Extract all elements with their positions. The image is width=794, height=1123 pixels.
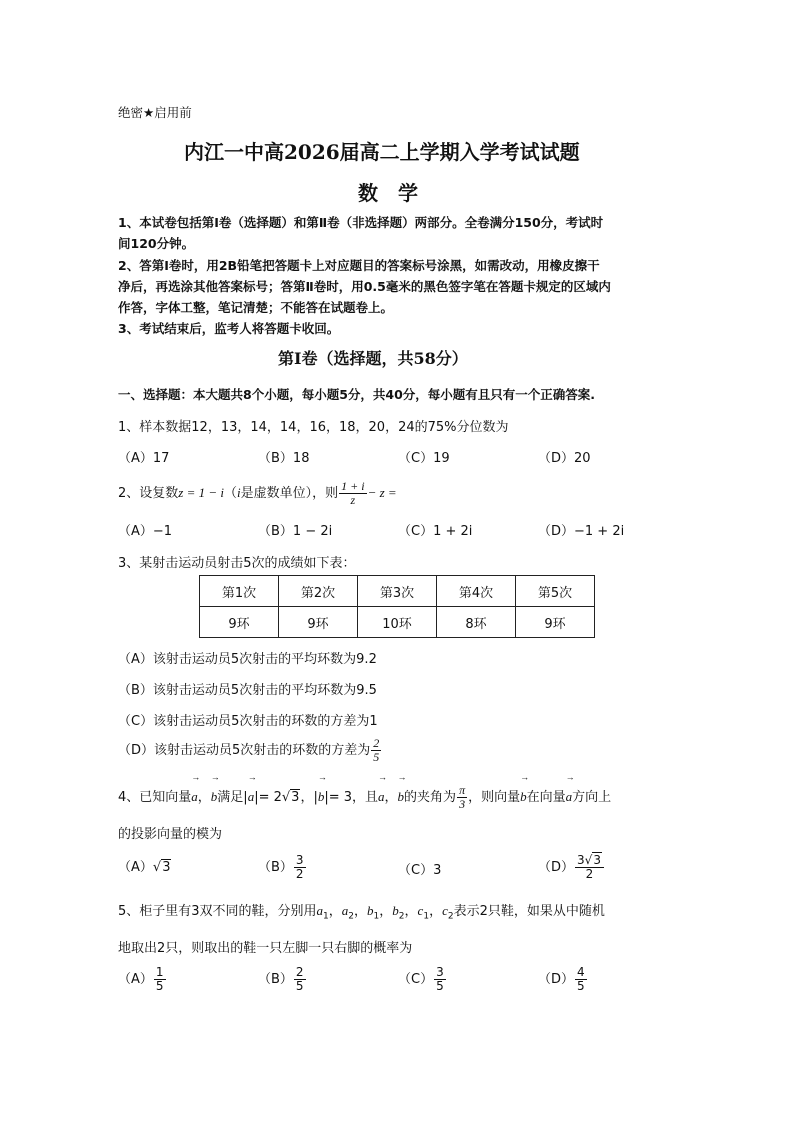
q2-option-c: （C）1 + 2i <box>398 524 473 539</box>
fraction-den: 2 <box>295 867 304 881</box>
vector-a: a → <box>191 772 201 804</box>
question-4-stem: 4、已知向量a → ，b → 满足|a → |= 2√3，|b → |= 3，且a → ，b → 的夹角为 $\frac{\pi}{3}$ ，则向量b → 在向量a → 方向上 <box>118 772 612 811</box>
q5-text: ， <box>328 904 342 919</box>
q2-option-a: （A）−1 <box>118 524 173 539</box>
vector-arrow-icon: → <box>247 772 257 782</box>
q3-option-b: （B）该射击运动员5次射击的平均环数为9.5 <box>118 683 377 698</box>
vector-a: a → <box>378 772 388 804</box>
fraction-den: 3 <box>459 797 466 811</box>
fraction-den: 5 <box>373 750 380 764</box>
table-cell: 9环 <box>200 607 279 638</box>
subject-title: 数 学 <box>358 181 418 205</box>
fraction-den: 5 <box>295 979 304 993</box>
instruction-line: 间120分钟。 <box>118 236 195 251</box>
part-one-heading: 一、选择题：本大题共8个小题，每小题5分，共40分，每小题有且只有一个正确答案. <box>118 387 596 402</box>
secret-label: 绝密★启用前 <box>118 105 192 120</box>
q4-text: 满足| <box>217 790 248 805</box>
shoe-index: 1 <box>423 911 430 922</box>
question-1-stem: 1、样本数据12，13，14，14，16，18，20，24的75%分位数为 <box>118 420 509 435</box>
q2-fraction-num: 1 + i <box>341 479 365 493</box>
shoe-symbol: c <box>442 903 448 918</box>
q4-text: 在向量 <box>526 790 566 805</box>
fraction-num: 3 <box>436 965 444 979</box>
q3-option-a: （A）该射击运动员5次射击的平均环数为9.2 <box>118 652 377 667</box>
q4-option-d <box>538 853 605 883</box>
vector-a: a → <box>247 772 257 804</box>
option-label: （B） <box>258 972 293 987</box>
table-header-cell: 第5次 <box>516 576 595 607</box>
q5-option-d <box>538 965 588 995</box>
option-label: （D） <box>538 972 575 987</box>
q4-text: ， <box>384 790 398 805</box>
q2-i-symbol: i <box>237 485 241 500</box>
scores-table <box>199 575 595 638</box>
instruction-line: 2、答第Ⅰ卷时，用2B铅笔把答题卡上对应题目的答案标号涂黑，如需改动，用橡皮擦干 <box>118 258 600 273</box>
fraction-num: π <box>459 783 466 797</box>
q4-text: 4、已知向量 <box>118 790 192 805</box>
instruction-line: 作答，字体工整，笔记清楚；不能答在试题卷上。 <box>118 300 394 315</box>
option-fraction <box>294 854 306 881</box>
q4-option-a: （A）√3 <box>118 860 171 875</box>
q2-fraction-den: z <box>350 493 356 507</box>
q4-option-c: （C）3 <box>398 863 442 878</box>
q5-option-b <box>258 965 307 995</box>
fraction-den: 5 <box>436 979 444 993</box>
vector-b: b → <box>317 772 327 804</box>
shoe-symbol: b <box>367 903 374 918</box>
fraction-den: 5 <box>155 979 164 993</box>
q2-text: − z = <box>367 485 397 500</box>
question-5-stem <box>118 900 605 922</box>
table-header-cell: 第3次 <box>358 576 437 607</box>
fraction-num: 2 <box>373 736 380 750</box>
q5-text: ， <box>429 904 443 919</box>
q5-text: 5、柜子里有3双不同的鞋，分别用 <box>118 904 317 919</box>
q2-text: 2、设复数 <box>118 486 179 501</box>
table-header-cell: 第2次 <box>279 576 358 607</box>
sqrt-value: 3 <box>593 853 601 867</box>
shoe-symbol: c <box>417 903 424 918</box>
instruction-line: 1、本试卷包括第Ⅰ卷（选择题）和第Ⅱ卷（非选择题）两部分。全卷满分150分，考试时 <box>118 215 604 230</box>
section-title: 第Ⅰ卷（选择题，共58分） <box>278 349 468 368</box>
table-header-cell: 第4次 <box>437 576 516 607</box>
q2-z-expr: z = 1 − i <box>178 485 224 500</box>
q4-text: |= 2 <box>254 790 282 805</box>
option-label: （A） <box>118 972 153 987</box>
fraction-den: 5 <box>577 979 585 993</box>
vector-arrow-icon: → <box>378 772 388 782</box>
sqrt-3: 3 <box>291 790 300 805</box>
q4-text: 的夹角为 <box>404 790 457 805</box>
option-label: （D） <box>538 860 575 875</box>
q3-option-d-fraction <box>371 737 381 764</box>
q2-text: 是虚数单位），则 <box>240 486 339 501</box>
shoe-index: 2 <box>398 911 405 922</box>
q5-option-a <box>118 965 167 995</box>
instruction-line: 3、考试结束后，监考人将答题卡收回。 <box>118 321 340 336</box>
q3-option-d <box>118 736 382 766</box>
q2-option-b: （B）1 − 2i <box>258 524 333 539</box>
vector-arrow-icon: → <box>520 772 530 782</box>
q4-text: ， <box>197 790 211 805</box>
q5-text: ， <box>379 904 393 919</box>
q3-option-d-text: （D）该射击运动员5次射击的环数的方差为 <box>118 743 371 758</box>
q5-line-2: 地取出2只，则取出的鞋一只左脚一只右脚的概率为 <box>118 941 413 956</box>
instruction-line: 净后，再选涂其他答案标号；答第Ⅱ卷时，用0.5毫米的黑色签字笔在答题卡规定的区域内 <box>118 279 611 294</box>
option-label: （A） <box>118 860 153 875</box>
fraction-num: 1 <box>155 965 164 979</box>
vector-a: a → <box>565 772 575 804</box>
q5-text: ， <box>354 904 368 919</box>
q4-line-2: 的投影向量的模为 <box>118 827 223 842</box>
q2-fraction <box>339 480 366 507</box>
option-label: （B） <box>258 860 293 875</box>
table-cell: 10环 <box>358 607 437 638</box>
q4-text: ，| <box>300 790 318 805</box>
shoe-symbol: a <box>316 903 324 918</box>
q1-option-c: （C）19 <box>398 451 450 466</box>
q1-option-d: （D）20 <box>538 451 591 466</box>
vector-arrow-icon: → <box>317 772 327 782</box>
option-fraction <box>154 966 166 993</box>
table-header-row <box>200 576 595 607</box>
table-header-cell: 第1次 <box>200 576 279 607</box>
fraction-num: 4 <box>577 965 585 979</box>
vector-b: b → <box>397 772 407 804</box>
table-row <box>200 607 595 638</box>
shoe-index: 1 <box>323 911 329 922</box>
q1-option-b: （B）18 <box>258 451 310 466</box>
option-fraction <box>294 966 306 993</box>
vector-b: b → <box>520 772 530 804</box>
option-fraction <box>575 966 587 993</box>
fraction-num: 2 <box>295 965 304 979</box>
coef: 3 <box>577 853 585 867</box>
pi-over-3 <box>457 784 467 811</box>
option-fraction <box>434 966 446 993</box>
fraction-num: 3 <box>295 853 304 867</box>
q4-option-b <box>258 853 307 883</box>
question-3-stem: 3、某射击运动员射击5次的成绩如下表： <box>118 556 356 571</box>
vector-arrow-icon: → <box>210 772 220 782</box>
q5-option-c <box>398 965 447 995</box>
shoe-index: 2 <box>348 911 355 922</box>
vector-arrow-icon: → <box>191 772 201 782</box>
q4-text: 方向上 <box>572 790 612 805</box>
shoe-symbol: a <box>341 903 349 918</box>
question-2-stem <box>118 478 397 509</box>
option-label: （C） <box>398 972 434 987</box>
sqrt-value: 3 <box>162 860 171 875</box>
table-cell: 8环 <box>437 607 516 638</box>
q4-text: ，则向量 <box>468 790 521 805</box>
table-cell: 9环 <box>516 607 595 638</box>
vector-arrow-icon: → <box>397 772 407 782</box>
fraction-den: 2 <box>585 867 594 881</box>
vector-arrow-icon: → <box>565 772 575 782</box>
q3-option-c: （C）该射击运动员5次射击的环数的方差为1 <box>118 714 378 729</box>
q2-option-d: （D）−1 + 2i <box>538 524 625 539</box>
shoe-index: 2 <box>447 911 454 922</box>
q4-text: |= 3，且 <box>324 790 379 805</box>
option-fraction <box>575 854 604 881</box>
shoe-symbol: b <box>392 903 399 918</box>
q5-text: 表示2只鞋，如果从中随机 <box>453 904 605 919</box>
q1-option-a: （A）17 <box>118 451 170 466</box>
q2-text: （ <box>224 486 238 501</box>
q5-text: ， <box>404 904 418 919</box>
fraction-num: 3√3 <box>575 854 604 868</box>
exam-title: 内江一中高2026届高二上学期入学考试试题 <box>184 140 580 164</box>
table-cell: 9环 <box>279 607 358 638</box>
vector-b: b → <box>210 772 220 804</box>
shoe-index: 1 <box>373 911 380 922</box>
